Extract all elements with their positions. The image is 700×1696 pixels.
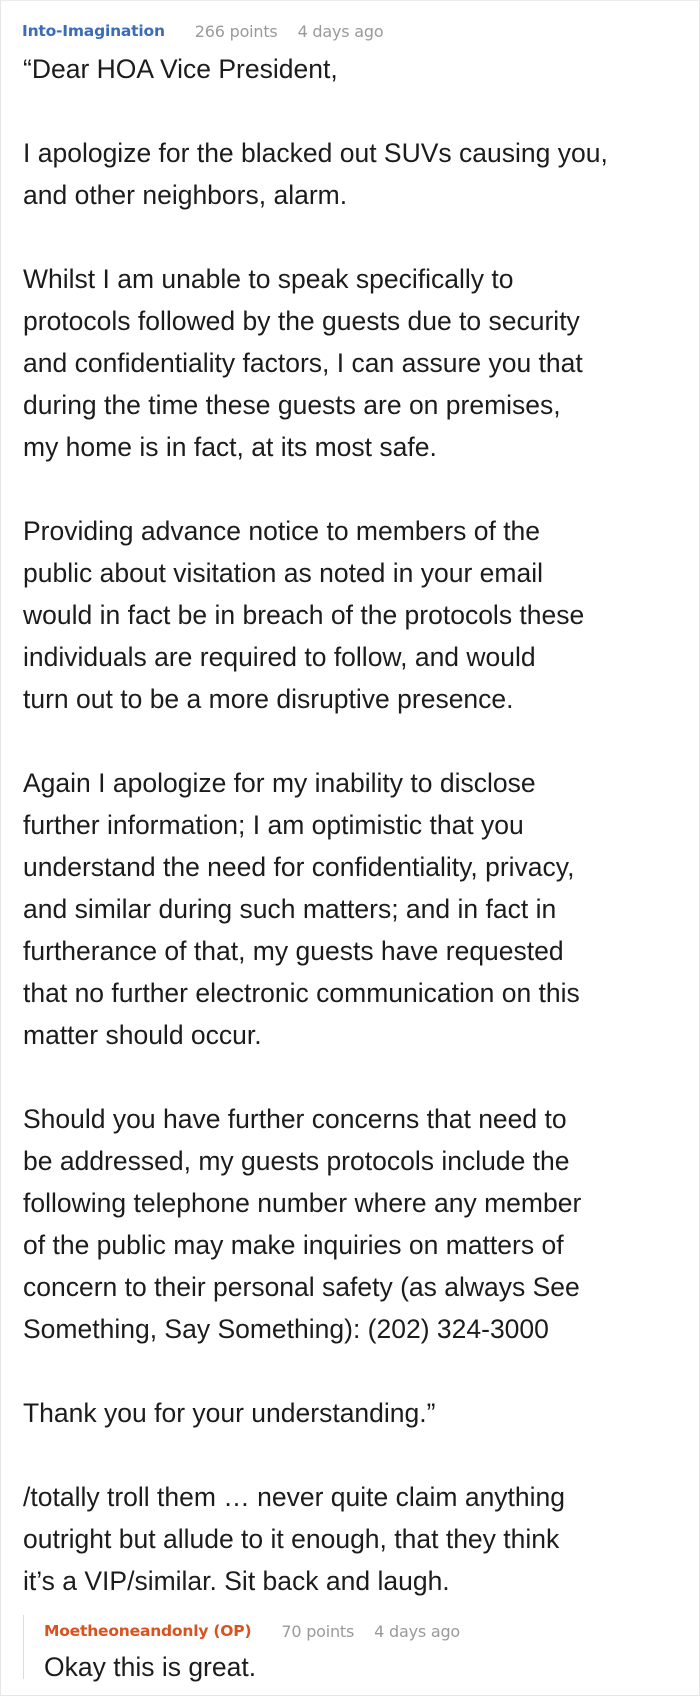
comment-line: /totally troll them … never quite claim anything <box>23 1482 566 1512</box>
comment-line: it’s a VIP/similar. Sit back and laugh. <box>23 1566 450 1596</box>
comment-timestamp: 4 days ago <box>297 21 384 41</box>
comment-line: my home is in fact, at its most safe. <box>23 432 437 462</box>
comment-line: that no further electronic communication on this <box>23 978 580 1008</box>
comment-line: understand the need for confidentiality, privacy, <box>23 852 575 882</box>
comment-line: would in fact be in breach of the protocols these <box>23 600 585 630</box>
comment-line: protocols followed by the guests due to security <box>23 306 580 336</box>
comment-body <box>23 48 683 1602</box>
comment-line: turn out to be a more disruptive presence. <box>23 684 514 714</box>
comment-line: furtherance of that, my guests have requested <box>23 936 564 966</box>
comment-line: and similar during such matters; and in fact in <box>23 894 557 924</box>
comment-line: outright but allude to it enough, that they think <box>23 1524 560 1554</box>
comment-line: and other neighbors, alarm. <box>23 180 348 210</box>
comment-line: concern to their personal safety (as always See <box>23 1272 580 1302</box>
comment-line: public about visitation as noted in your email <box>23 558 543 588</box>
reply-header <box>44 1618 460 1644</box>
comment-line <box>23 720 683 762</box>
comment-line: be addressed, my guests protocols include the <box>23 1146 570 1176</box>
reply-body: Okay this is great. <box>44 1652 257 1682</box>
reply-points: 70 points <box>281 1621 355 1641</box>
comment-line: and confidentiality factors, I can assure you that <box>23 348 583 378</box>
comment-header <box>22 18 383 44</box>
comment-line: matter should occur. <box>23 1020 262 1050</box>
comment-author-link[interactable]: Into-Imagination <box>22 22 165 40</box>
comment-line: Providing advance notice to members of the <box>23 516 541 546</box>
comment-line: of the public may make inquiries on matters of <box>23 1230 564 1260</box>
comment-line: following telephone number where any member <box>23 1188 582 1218</box>
comment-points: 266 points <box>194 21 278 41</box>
comment-line <box>23 1350 683 1392</box>
comment-line: Again I apologize for my inability to disclose <box>23 768 536 798</box>
comment-line: I apologize for the blacked out SUVs causing you, <box>23 138 608 168</box>
reply-timestamp: 4 days ago <box>374 1621 461 1641</box>
comment-line <box>23 216 683 258</box>
comment-line: Something, Say Something): (202) 324-3000 <box>23 1314 549 1344</box>
reply-author-link[interactable]: Moetheoneandonly (OP) <box>44 1622 252 1640</box>
comment-line: Should you have further concerns that need to <box>23 1104 567 1134</box>
reply-thread <box>23 1615 664 1682</box>
comment-line: Whilst I am unable to speak specifically to <box>23 264 514 294</box>
comment-line <box>23 468 683 510</box>
comment-line: during the time these guests are on premises, <box>23 390 561 420</box>
comment-line <box>23 90 683 132</box>
comment-line: “Dear HOA Vice President, <box>23 54 338 84</box>
comment-line <box>23 1056 683 1098</box>
comment-line: Thank you for your understanding.” <box>23 1398 436 1428</box>
comment-line: further information; I am optimistic that you <box>23 810 524 840</box>
comment-line <box>23 1434 683 1476</box>
comment-line: individuals are required to follow, and would <box>23 642 536 672</box>
